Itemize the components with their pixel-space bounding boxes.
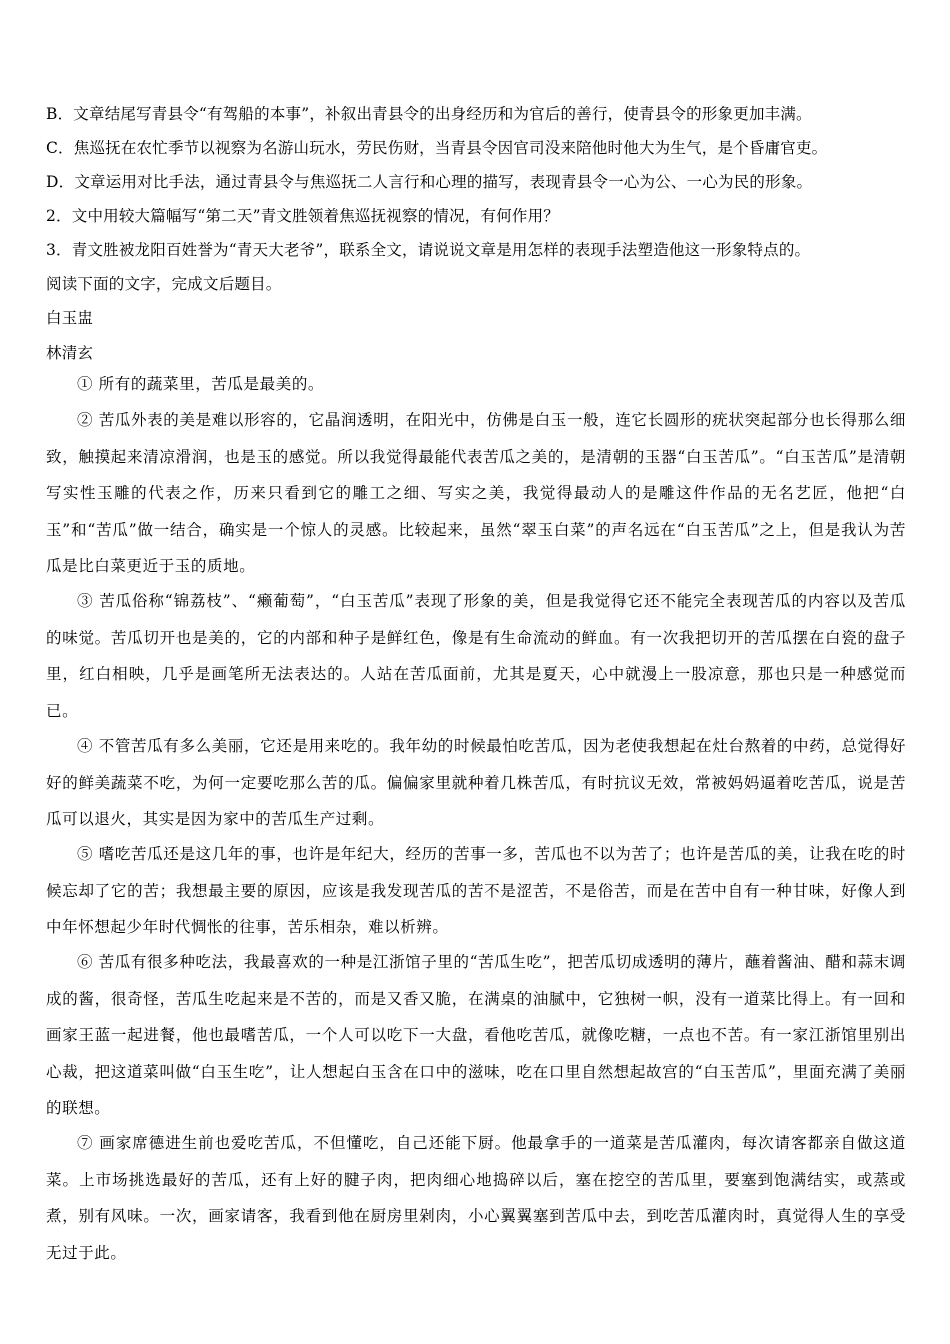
article-paragraph-2: ② 苦瓜外表的美是难以形容的，它晶润透明，在阳光中，仿佛是白玉一般，连它长圆形的疣状突起部分也长得那么细致，触摸起来清凉滑润，也是玉的感觉。所以我觉得最能代表苦瓜之美的，是清朝的玉器“白玉苦瓜”。“白玉苦瓜”是清朝写实性玉雕的代表之作，历来只看到它的雕工之细、写实之美，我觉得最动人的是雕这件作品的无名艺匠，他把“白玉”和“苦瓜”做一结合，确实是一个惊人的灵感。比较起来，虽然“翠玉白菜”的声名远在“白玉苦瓜”之上，但是我认为苦瓜是比白菜更近于玉的质地。	[46, 411, 906, 575]
article-title: 白玉盅	[46, 309, 94, 327]
article-author: 林清玄	[46, 344, 94, 362]
article-paragraph-1: ① 所有的蔬菜里，苦瓜是最美的。	[77, 375, 325, 393]
question-option-b: B．文章结尾写青县令“有驾船的本事”，补叙出青县令的出身经历和为官后的善行，使青县令的形象更加丰满。	[46, 105, 812, 123]
reading-instruction: 阅读下面的文字，完成文后题目。	[46, 275, 282, 293]
article-paragraph-4: ④ 不管苦瓜有多么美丽，它还是用来吃的。我年幼的时候最怕吃苦瓜，因为老使我想起在灶台熬着的中药，总觉得好好的鲜美蔬菜不吃，为何一定要吃那么苦的瓜。偏偏家里就种着几株苦瓜，有时抗议无效，常被妈妈逼着吃苦瓜，说是苦瓜可以退火，其实是因为家中的苦瓜生产过剩。	[46, 737, 906, 828]
question-option-c: C．焦巡抚在农忙季节以视察为名游山玩水，劳民伤财，当青县令因官司没来陪他时他大为生气，是个昏庸官吏。	[46, 139, 828, 157]
question-option-d: D．文章运用对比手法，通过青县令与焦巡抚二人言行和心理的描写，表现青县令一心为公、一心为民的形象。	[46, 173, 813, 191]
article-paragraph-7: ⑦ 画家席德进生前也爱吃苦瓜，不但懂吃，自己还能下厨。他最拿手的一道菜是苦瓜灌肉，每次请客都亲自做这道菜。上市场挑选最好的苦瓜，还有上好的腱子肉，把肉细心地捣碎以后，塞在挖空的苦瓜里，要塞到饱满结实，或蒸或煮，别有风味。一次，画家请客，我看到他在厨房里剁肉，小心翼翼塞到苦瓜中去，到吃苦瓜灌肉时，真觉得人生的享受无过于此。	[46, 1134, 906, 1262]
question-3: 3．青文胜被龙阳百姓誉为“青天大老爷”，联系全文，请说说文章是用怎样的表现手法塑造他这一形象特点的。	[46, 241, 811, 259]
article-paragraph-5: ⑤ 嗜吃苦瓜还是这几年的事，也许是年纪大，经历的苦事一多，苦瓜也不以为苦了；也许是苦瓜的美，让我在吃的时候忘却了它的苦；我想最主要的原因，应该是我发现苦瓜的苦不是涩苦，不是俗苦，而是在苦中自有一种甘味，好像人到中年怀想起少年时代惆怅的往事，苦乐相杂，难以析辨。	[46, 845, 906, 936]
question-2: 2．文中用较大篇幅写“第二天”青文胜领着焦巡抚视察的情况，有何作用？	[46, 207, 560, 225]
article-paragraph-6: ⑥ 苦瓜有很多种吃法，我最喜欢的一种是江浙馆子里的“苦瓜生吃”，把苦瓜切成透明的薄片，蘸着酱油、醋和蒜末调成的酱，很奇怪，苦瓜生吃起来是不苦的，而是又香又脆，在满桌的油腻中，它独树一帜，没有一道菜比得上。有一回和画家王蓝一起进餐，他也最嗜苦瓜，一个人可以吃下一大盘，看他吃苦瓜，就像吃糖，一点也不苦。有一家江浙馆里别出心裁，把这道菜叫做“白玉生吃”，让人想起白玉含在口中的滋味，吃在口里自然想起故宫的“白玉苦瓜”，里面充满了美丽的联想。	[46, 953, 906, 1117]
article-paragraph-3: ③ 苦瓜俗称“锦荔枝”、“癞葡萄”，“白玉苦瓜”表现了形象的美，但是我觉得它还不能完全表现苦瓜的内容以及苦瓜的味觉。苦瓜切开也是美的，它的内部和种子是鲜红色，像是有生命流动的鲜血。有一次我把切开的苦瓜摆在白瓷的盘子里，红白相映，几乎是画笔所无法表达的。人站在苦瓜面前，尤其是夏天，心中就漫上一股凉意，那也只是一种感觉而已。	[46, 592, 906, 720]
